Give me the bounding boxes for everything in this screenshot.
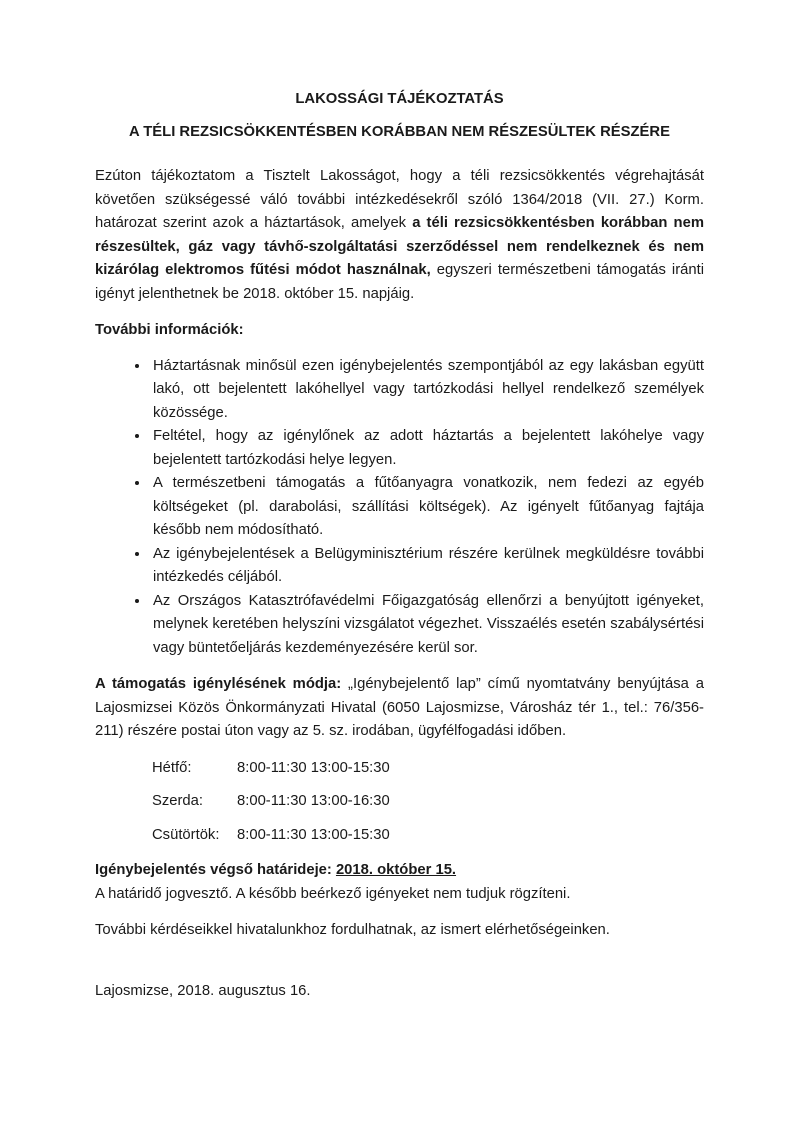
office-hours-schedule <box>95 757 704 848</box>
schedule-hours: 8:00-11:30 13:00-16:30 <box>237 793 390 809</box>
schedule-row <box>152 757 704 781</box>
intro-text-3: egyszeri természetbeni támogatás iránti igényt jelenthetnek be 2018. október 15. napjáig. <box>95 262 704 302</box>
further-info-list <box>95 355 704 661</box>
list-item: • Feltétel, hogy az igénylőnek az adott háztartás a bejelentett lakóhelye vagy bejelentett tartózkodási helye legyen. <box>150 425 704 472</box>
list-item: • Az igénybejelentések a Belügyminisztérium részére kerülnek megküldésre további intézkedés céljából. <box>150 543 704 590</box>
intro-text-bold: a téli rezsicsökkentésben korábban nem részesültek, gáz vagy távhő-szolgáltatási szerződéssel nem rendelkeznek és nem kizárólag elektromos fűtési módot használnak, <box>95 215 704 278</box>
schedule-hours: 8:00-11:30 13:00-15:30 <box>237 759 390 776</box>
list-item: • Háztartásnak minősül ezen igénybejelentés szempontjából az egy lakásban együtt lakó, ott bejelentett lakóhellyel vagy tartózkodási hellyel rendelkező személyek közössége. <box>150 355 704 426</box>
document-title: LAKOSSÁGI TÁJÉKOZTATÁS <box>295 91 504 107</box>
schedule-day: Szerda: <box>152 793 203 809</box>
list-item: • Az Országos Katasztrófavédelmi Főigazgatóság ellenőrzi a benyújtott igényeket, melynek keretében helyszíni vizsgálatot végezhet. Visszaélés esetén szabálysértési vagy büntetőeljárás kezdeményezésére kerül sor. <box>150 590 704 661</box>
deadline-label: Igénybejelentés végső határideje: <box>95 862 336 878</box>
contact-note: További kérdéseikkel hivatalunkhoz fordulhatnak, az ismert elérhetőségeinken. <box>95 922 610 938</box>
schedule-day: Csütörtök: <box>152 826 220 843</box>
title-block <box>95 88 704 144</box>
deadline-line <box>95 859 704 883</box>
place-date-line: Lajosmizse, 2018. augusztus 16. <box>95 982 311 999</box>
schedule-hours: 8:00-11:30 13:00-15:30 <box>237 826 390 843</box>
deadline-note: A határidő jogvesztő. A később beérkező igényeket nem tudjuk rögzíteni. <box>95 885 571 902</box>
schedule-row <box>152 824 704 848</box>
method-label: A támogatás igénylésének módja: <box>95 676 342 692</box>
schedule-row <box>152 790 704 814</box>
intro-text-1: Ezúton tájékoztatom a Tisztelt Lakosságot, hogy a téli rezsicsökkentés végrehajtását követően szükségessé váló további intézkedésekről szóló 1364/2018 (VII. 27.) Korm. határozat szerint azok a háztartások, amelyek <box>95 168 704 231</box>
further-info-heading: További információk: <box>95 322 244 338</box>
document-subtitle: A TÉLI REZSICSÖKKENTÉSBEN KORÁBBAN NEM RÉSZESÜLTEK RÉSZÉRE <box>129 123 670 140</box>
intro-paragraph <box>95 165 704 306</box>
schedule-day: Hétfő: <box>152 759 192 776</box>
list-item: • A természetbeni támogatás a fűtőanyagra vonatkozik, nem fedezi az egyéb költségeket (pl. darabolási, szállítási költségek). Az igényelt fűtőanyag fajtája később nem módosítható. <box>150 472 704 543</box>
deadline-date: 2018. október 15. <box>335 862 457 878</box>
method-text: „Igénybejelentő lap” című nyomtatvány benyújtása a Lajosmizsei Közös Önkormányzati Hivatal (6050 Lajosmizse, Városház tér 1., tel.: 76/356-211) részére postai úton vagy az 5. sz. irodában, ügyfélfogadási időben. <box>95 676 704 739</box>
method-paragraph <box>95 673 704 744</box>
